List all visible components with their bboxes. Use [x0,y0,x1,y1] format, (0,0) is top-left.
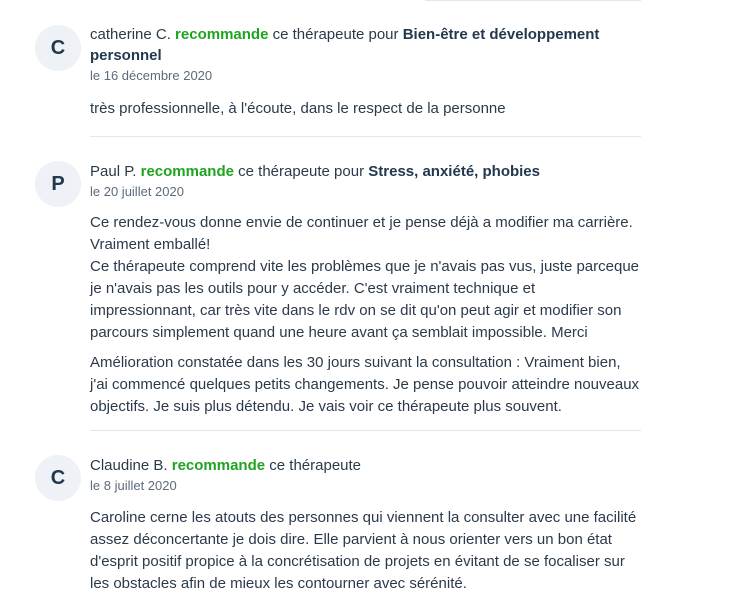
avatar: P [35,161,81,207]
review-header [90,455,642,476]
review-improvement-text: Amélioration constatée dans les 30 jours suivant la consultation : Vraiment bien, j'ai commencé quelques petits changements. Je pense pouvoir atteindre nouveaux objectifs. Je suis plus détendu. Je vais voir ce thérapeute plus souvent. [90,354,640,415]
review-header [90,24,642,66]
review-date: le 20 juillet 2020 [90,184,184,199]
top-divider [425,0,641,1]
header-text: ce thérapeute pour [272,26,399,43]
reviewer-name: catherine C. [90,26,171,43]
review-header [90,161,642,182]
recommend-label: recommande [175,26,269,43]
recommend-label: recommande [140,163,234,180]
review-content [90,161,642,418]
review-divider [90,430,641,431]
review-divider [90,136,641,137]
reviewer-name: Claudine B. [90,457,168,474]
review-content [90,24,642,120]
review-date: le 16 décembre 2020 [90,68,213,83]
header-text: ce thérapeute [269,457,362,474]
review-text: très professionnelle, à l'écoute, dans le respect de la personne [90,100,506,117]
header-text: ce thérapeute pour [238,163,365,180]
specialty-link[interactable]: Stress, anxiété, phobies [368,163,540,180]
avatar: C [35,455,81,501]
review-date: le 8 juillet 2020 [90,478,177,493]
review-content [90,455,642,595]
review-text: Caroline cerne les atouts des personnes qui viennent la consulter avec une facilité assez déconcertante je dois dire. Elle parvient à nous orienter vers un bon état d'esprit positif propice à la concrétisation de projets en évitant de se focaliser sur les obstacles afin de mieux les contourner avec sérénité. [90,509,637,592]
review-text: Ce rendez-vous donne envie de continuer et je pense déjà a modifier ma carrière. Vraiment emballé! Ce thérapeute comprend vite les problèmes que je n'avais pas vus, juste parceque je n'avais pas les outils pour y accéder. C'est vraiment technique et impressionnant, car très vite dans le rdv on se dit qu'on peut agir et modifier son parcours simplement quand une heure avant ça semblait impossible. Merci [90,214,640,341]
recommend-label: recommande [171,457,266,474]
avatar: C [35,25,81,71]
reviewer-name: Paul P. [90,163,137,180]
specialty-link[interactable]: Bien-être et développement personnel [90,26,600,64]
